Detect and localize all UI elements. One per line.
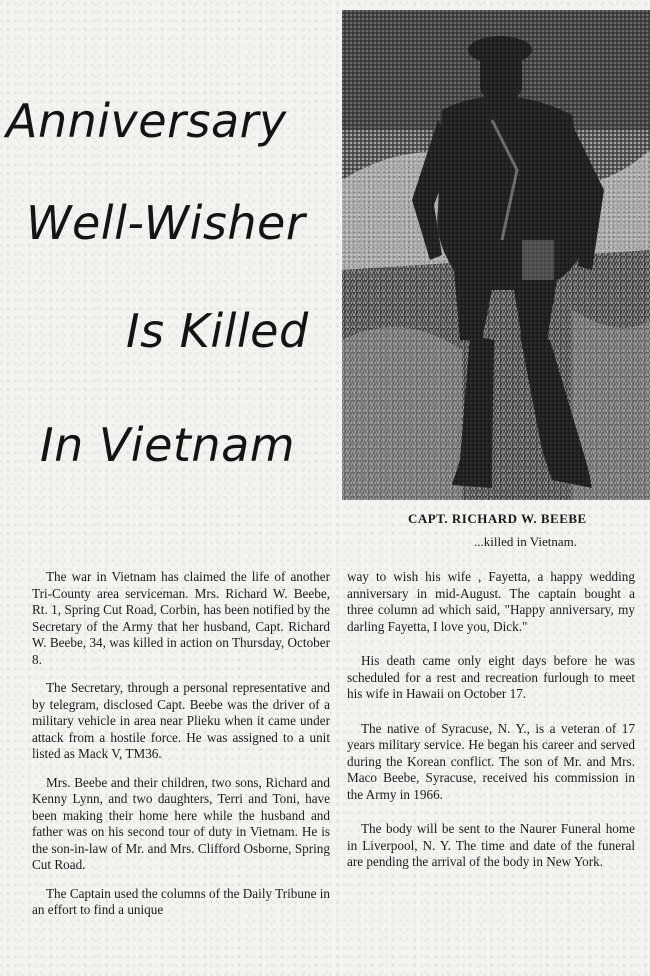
headline-line-2: Well-Wisher	[26, 196, 306, 250]
headline-line-3: Is Killed	[126, 304, 309, 358]
photo-caption-subtitle: ...killed in Vietnam.	[474, 534, 577, 549]
headline-line-1: Anniversary	[6, 94, 287, 148]
article-paragraph: The Captain used the columns of the Daily Tribune in an effort to find a unique	[32, 885, 330, 917]
article-column-2	[347, 569, 635, 883]
photo-caption-name: CAPT. RICHARD W. BEEBE	[408, 511, 587, 526]
article-paragraph: His death came only eight days before he was scheduled for a rest and recreation furlough to meet his wife in Hawaii on October 17.	[347, 653, 635, 701]
article-paragraph: The war in Vietnam has claimed the life of another Tri-County area serviceman. Mrs. Richard W. Beebe, Rt. 1, Spring Cut Road, Corbin, has been notified by the Secretary of the Army that her husband, Capt. Richard W. Beebe, 34, was killed in action on Thursday, October 8.	[32, 569, 330, 667]
article-paragraph: The native of Syracuse, N. Y., is a veteran of 17 years military service. He began his career and served during the Korean conflict. The son of Mr. and Mrs. Maco Beebe, Syracuse, received his commission in the Army in 1966.	[347, 720, 635, 802]
article-paragraph: The body will be sent to the Naurer Funeral home in Liverpool, N. Y. The time and date of the funeral are pending the arrival of the body in New York.	[347, 821, 635, 869]
soldier-photo-image	[342, 10, 650, 500]
article-column-1	[32, 569, 330, 931]
article-paragraph: way to wish his wife , Fayetta, a happy wedding anniversary in mid-August. The captain bought a three column ad which said, "Happy anniversary, my darling Fayetta, I love you, Dick."	[347, 569, 635, 634]
soldier-photo	[342, 10, 650, 500]
article-paragraph: Mrs. Beebe and their children, two sons, Richard and Kenny Lynn, and two daughters, Terri and Toni, have been making their home here while the husband and father was on his second tour of duty in Vietnam. He is the son-in-law of Mr. and Mrs. Clifford Osborne, Spring Cut Road.	[32, 774, 330, 872]
article-paragraph: The Secretary, through a personal representative and by telegram, disclosed Capt. Beebe was the driver of a military vehicle in area near Plieku when it came under attack from a hostile force. He was assigned to a unit listed as Mack V, TM36.	[32, 680, 330, 761]
headline-line-4: In Vietnam	[40, 418, 296, 472]
